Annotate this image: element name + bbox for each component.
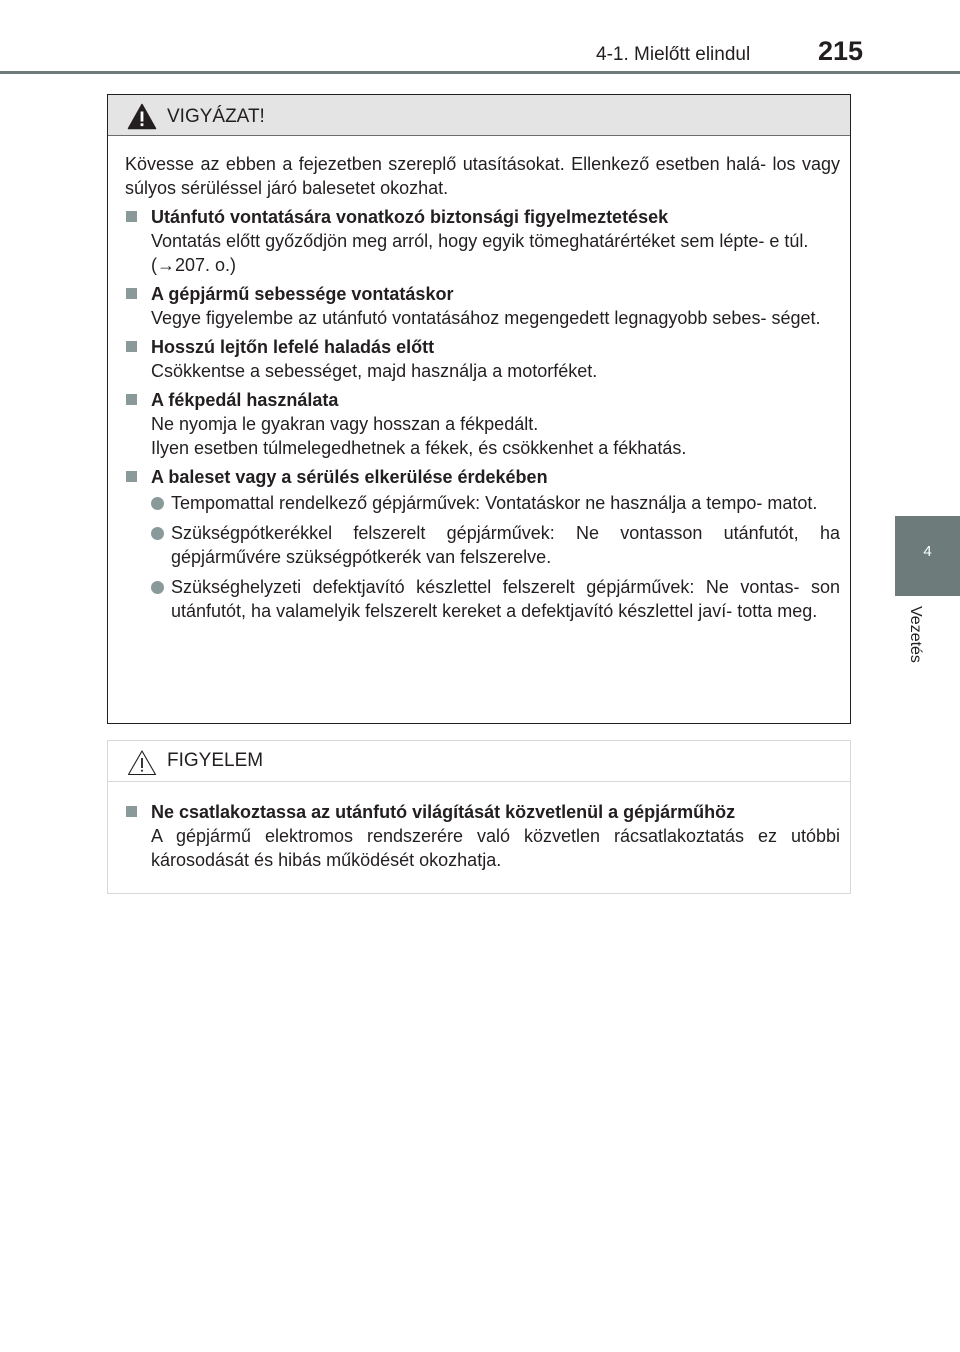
square-bullet-icon	[126, 806, 137, 817]
warning-box-header	[108, 95, 850, 136]
warning-item-heading: Hosszú lejtőn lefelé haladás előtt	[151, 337, 435, 357]
bullet-item	[151, 521, 840, 569]
notice-item-heading: Ne csatlakoztassa az utánfutó világítását közvetlenül a gépjárműhöz	[151, 802, 736, 822]
warning-item	[125, 282, 840, 330]
bullet-text: Tempomattal rendelkező gépjárművek: Vontatáskor ne használja a tempo- matot.	[171, 493, 818, 513]
notice-box-header	[108, 741, 850, 782]
notice-box	[107, 740, 851, 894]
page-number: 215	[818, 36, 864, 66]
warning-item	[125, 465, 840, 623]
square-bullet-icon	[126, 341, 137, 352]
bullet-item	[151, 575, 840, 623]
bullet-text: Szükséghelyzeti defektjavító készlettel felszerelt gépjárművek: Ne vontas- son utánfutót, ha valamelyik felszerelt kereket a defektjavító készlettel javí- totta meg.	[171, 577, 840, 621]
round-bullet-icon	[151, 497, 164, 510]
notice-body	[108, 782, 850, 872]
warning-triangle-icon	[127, 103, 157, 130]
warning-body	[108, 136, 850, 623]
warning-intro: Kövesse az ebben a fejezetben szereplő utasításokat. Ellenkező esetben halá- los vagy súlyos sérüléssel járó balesetet okozhat.	[125, 154, 840, 198]
notice-item-text: A gépjármű elektromos rendszerére való közvetlen rácsatlakoztatás ez utóbbi károsodását és hibás működését okozhatja.	[151, 826, 840, 870]
warning-item-text: Vontatás előtt győződjön meg arról, hogy egyik tömeghatárértéket sem lépte- e túl.	[151, 231, 809, 251]
square-bullet-icon	[126, 288, 137, 299]
square-bullet-icon	[126, 394, 137, 405]
warning-title: VIGYÁZAT!	[167, 106, 265, 127]
section-title: 4-1. Mielőtt elindul	[596, 44, 751, 65]
warning-item-text: Csökkentse a sebességet, majd használja a motorféket.	[151, 361, 598, 381]
bullet-text: Szükségpótkerékkel felszerelt gépjárművek: Ne vontasson utánfutót, ha gépjárművére szükségpótkerék van felszerelve.	[171, 523, 840, 567]
page-header	[0, 0, 960, 80]
warning-item	[125, 335, 840, 383]
warning-item-heading: A gépjármű sebessége vontatáskor	[151, 284, 454, 304]
chapter-tab-label: Vezetés	[907, 606, 924, 663]
header-rule	[0, 71, 960, 74]
warning-item-heading: A baleset vagy a sérülés elkerülése érdekében	[151, 467, 548, 487]
square-bullet-icon	[126, 211, 137, 222]
warning-item-text: Vegye figyelembe az utánfutó vontatásához megengedett legnagyobb sebes- séget.	[151, 308, 821, 328]
warning-box	[107, 94, 851, 724]
warning-item	[125, 388, 840, 460]
round-bullet-icon	[151, 581, 164, 594]
chapter-tab-number: 4	[923, 543, 932, 560]
caution-triangle-icon	[127, 749, 157, 776]
notice-title: FIGYELEM	[167, 750, 264, 771]
square-bullet-icon	[126, 471, 137, 482]
round-bullet-icon	[151, 527, 164, 540]
warning-item-heading: A fékpedál használata	[151, 390, 339, 410]
warning-item-text: Ilyen esetben túlmelegedhetnek a fékek, és csökkenhet a fékhatás.	[151, 438, 687, 458]
warning-item-text: Ne nyomja le gyakran vagy hosszan a fékpedált.	[151, 414, 539, 434]
page-reference: (→207. o.)	[151, 255, 237, 275]
chapter-tab	[895, 516, 960, 596]
notice-item	[125, 800, 840, 872]
warning-item-heading: Utánfutó vontatására vonatkozó biztonsági figyelmeztetések	[151, 207, 669, 227]
warning-item	[125, 205, 840, 277]
bullet-item	[151, 491, 840, 515]
